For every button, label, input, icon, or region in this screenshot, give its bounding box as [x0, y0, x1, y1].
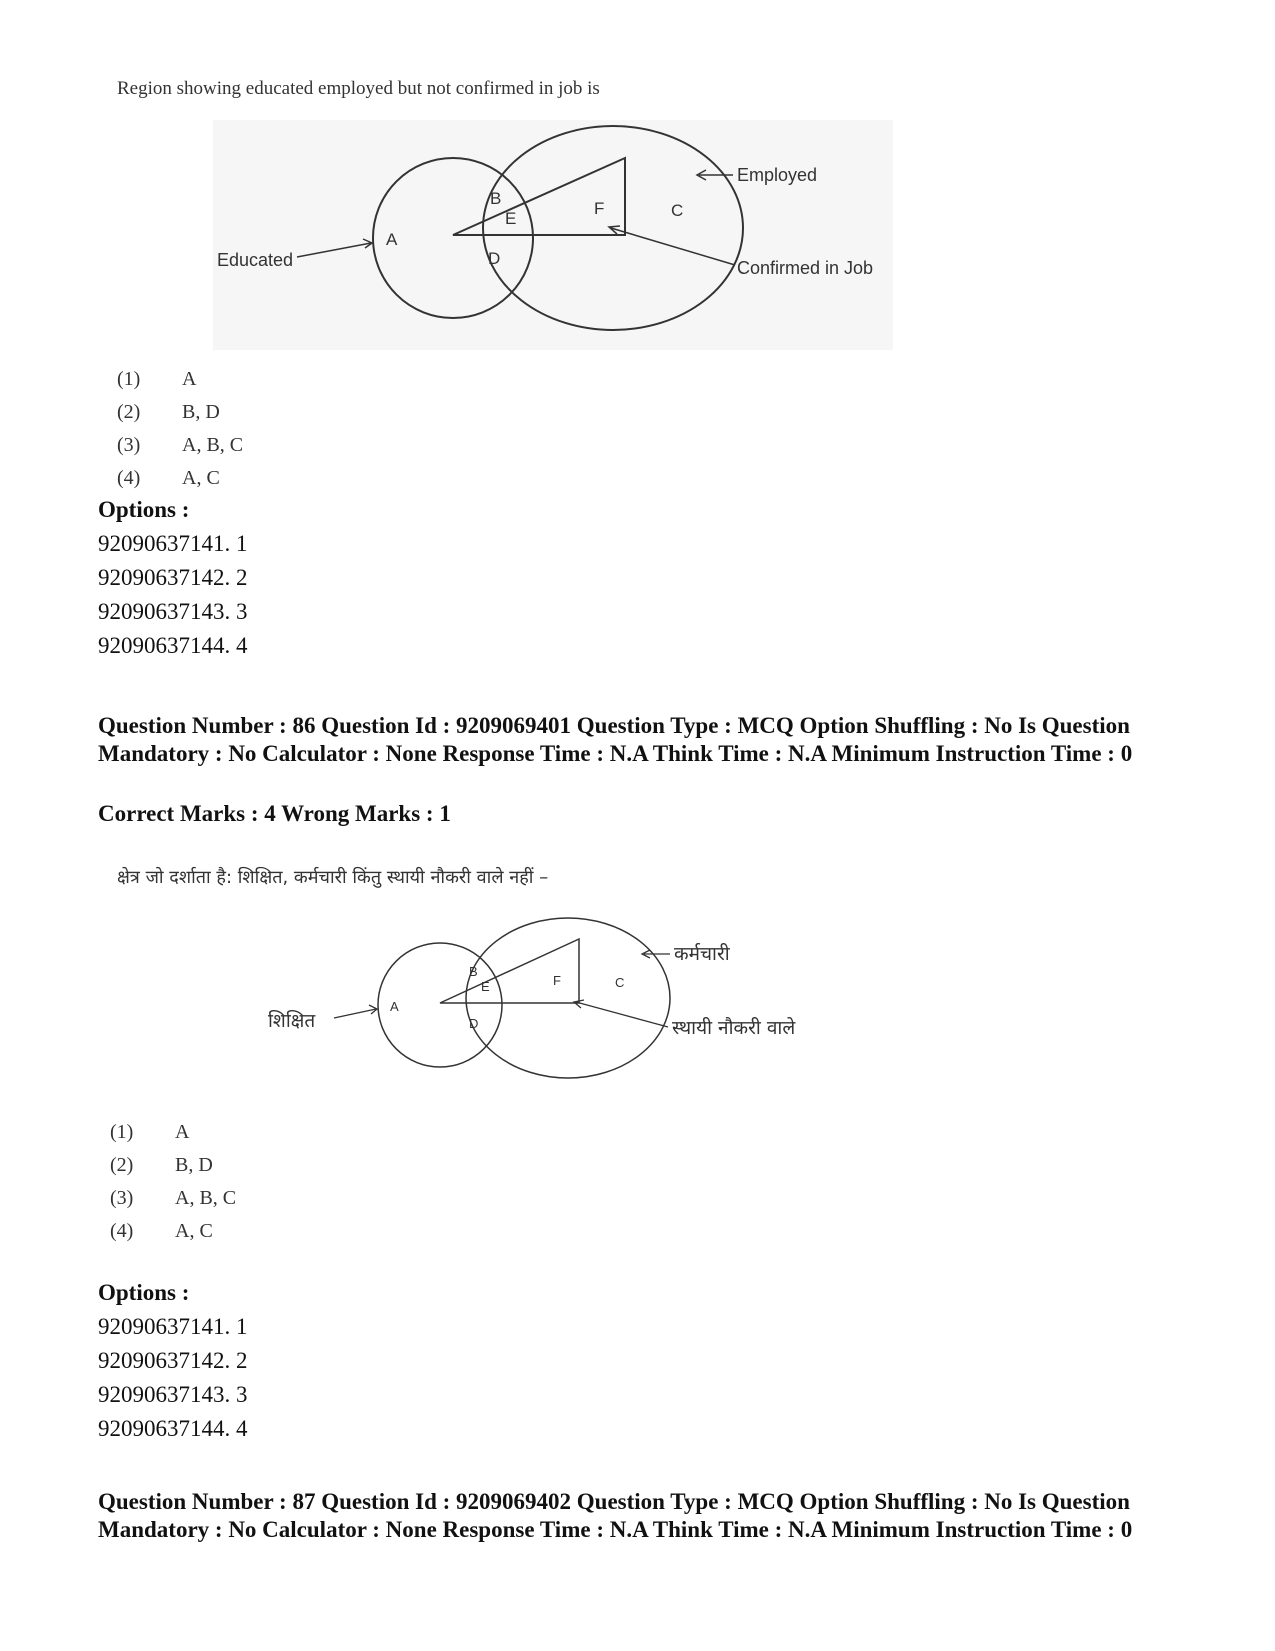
question-meta: Question Number : 87 Question Id : 9209069402 Question Type : MCQ Option Shuffling : No Is Question Mandatory : No Calculator : None Response Time : N.A Think Time : N.A Minimum Instruction Time : 0 [98, 1489, 1133, 1542]
option-line: 92090637141. 1 [98, 531, 248, 556]
choice-item: (2) B, D [110, 1154, 213, 1176]
educated-label: Educated [217, 250, 294, 270]
choice-item: (4) A, C [117, 467, 220, 489]
marks-line: Correct Marks : 4 Wrong Marks : 1 [98, 801, 451, 826]
region-label-a: A [390, 999, 399, 1014]
option-line: 92090637141. 1 [98, 1314, 248, 1339]
employed-label: Employed [737, 165, 818, 185]
confirmed-triangle [440, 939, 579, 1003]
choice-item: (1) A [110, 1121, 190, 1143]
region-label-f: F [594, 199, 605, 218]
region-label-e: E [505, 209, 517, 228]
options-heading: Options : [98, 497, 190, 522]
region-label-d: D [488, 249, 501, 268]
option-line: 92090637143. 3 [98, 1382, 248, 1407]
venn-diagram-english [213, 120, 893, 350]
educated-label: शिक्षित [268, 1010, 316, 1032]
region-label-a: A [386, 230, 398, 249]
venn-diagram-hindi [262, 912, 862, 1080]
employed-label: कर्मचारी [674, 943, 730, 965]
region-label-b: B [469, 964, 478, 979]
question-intro-hindi: क्षेत्र जो दर्शाता है: शिक्षित, कर्मचारी किंतु स्थायी नौकरी वाले नहीं – [117, 867, 549, 888]
choice-item: (1) A [117, 368, 197, 390]
choice-item: (3) A, B, C [110, 1187, 237, 1209]
confirmed-label: स्थायी नौकरी वाले [672, 1017, 796, 1039]
educated-arrow [334, 1009, 376, 1018]
region-label-d: D [469, 1016, 479, 1031]
option-line: 92090637142. 2 [98, 1348, 248, 1373]
region-label-c: C [615, 975, 625, 990]
option-line: 92090637142. 2 [98, 565, 248, 590]
option-line: 92090637144. 4 [98, 1416, 248, 1441]
choice-item: (4) A, C [110, 1220, 213, 1242]
region-label-e: E [481, 979, 490, 994]
question-meta: Question Number : 86 Question Id : 9209069401 Question Type : MCQ Option Shuffling : No Is Question Mandatory : No Calculator : None Response Time : N.A Think Time : N.A Minimum Instruction Time : 0 [98, 713, 1133, 766]
confirmed-label: Confirmed in Job [737, 258, 874, 278]
region-label-b: B [490, 189, 502, 208]
region-label-f: F [553, 973, 561, 988]
confirmed-arrow [576, 1002, 668, 1027]
options-heading: Options : [98, 1280, 190, 1305]
choice-item: (3) A, B, C [117, 434, 244, 456]
region-label-c: C [671, 201, 684, 220]
employed-ellipse [466, 918, 670, 1078]
choice-item: (2) B, D [117, 401, 220, 423]
option-line: 92090637143. 3 [98, 599, 248, 624]
option-line: 92090637144. 4 [98, 633, 248, 658]
question-intro: Region showing educated employed but not confirmed in job is [117, 78, 600, 99]
